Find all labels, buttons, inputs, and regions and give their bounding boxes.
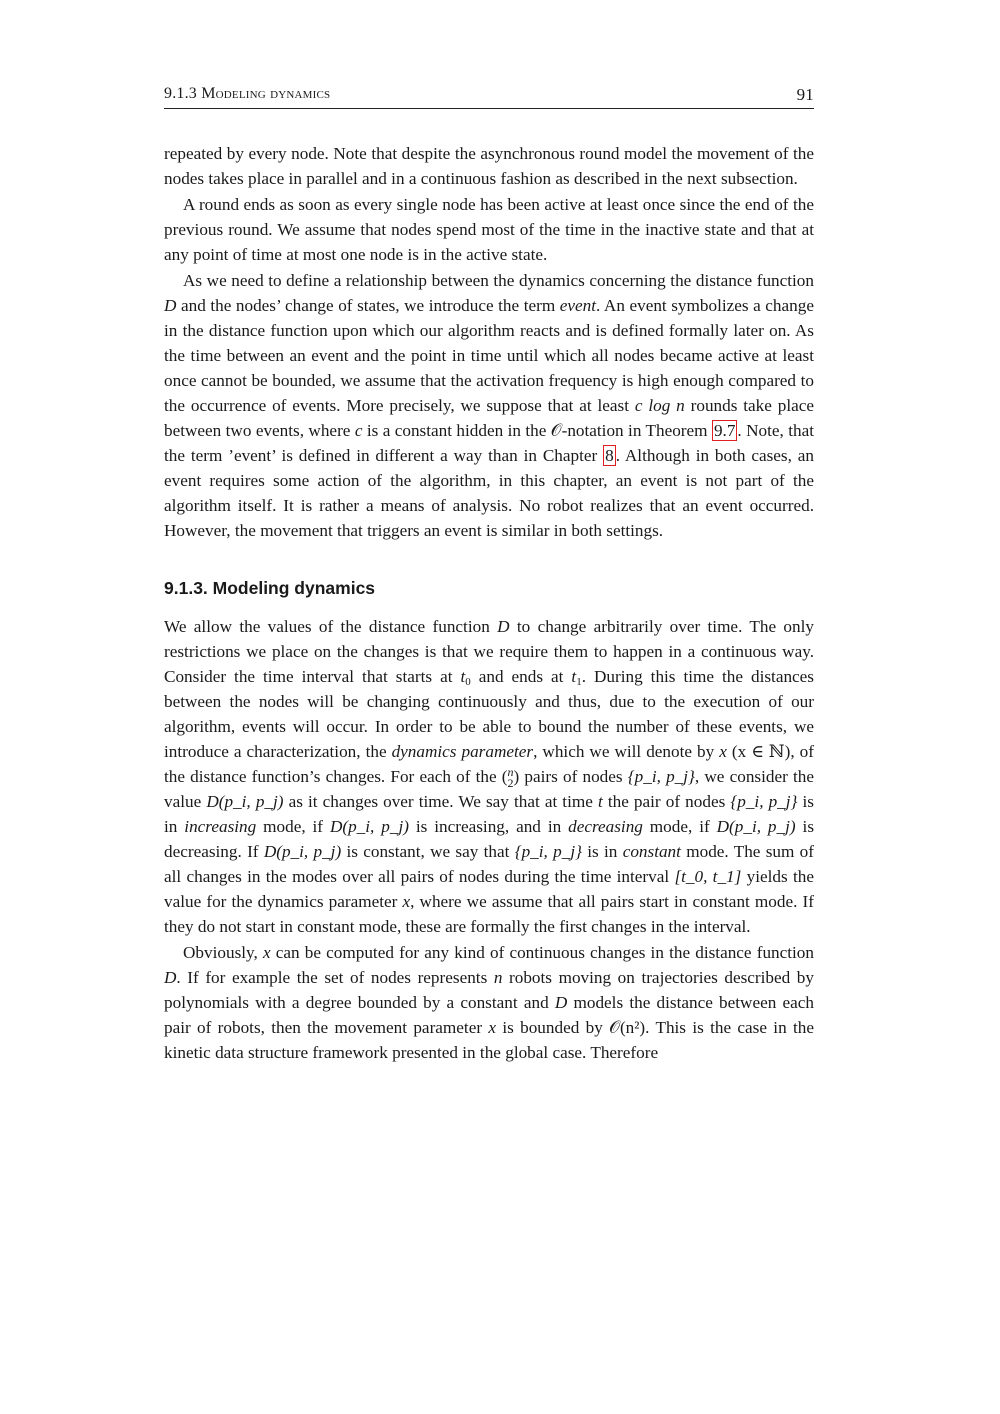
page-number: 91 <box>796 85 814 104</box>
chapter-link[interactable]: 8 <box>605 446 614 465</box>
math-big-o-n2: 𝒪(n²) <box>609 1018 646 1038</box>
math-big-o: 𝒪 <box>550 421 562 440</box>
paragraph-5: Obviously, x can be computed for any kind of continuous changes in the distance function D. If for example the set of nodes represents n robots moving on trajectories described by polynomials with a degree bounded by a constant and D models the distance between each pair of robots, then the movement parameter x is bounded by 𝒪(n²). This is the case in the kinetic data structure framework presented in the global case. Therefore <box>164 943 814 1063</box>
math-binomial: (n 2) <box>501 765 520 791</box>
math-x-set: (x ∈ ℕ) <box>731 742 791 761</box>
term-dynamics-parameter: dynamics parameter <box>391 742 534 761</box>
running-head-title: 9.1.3 Modeling dynamics <box>164 85 331 102</box>
math-D: D <box>164 296 177 315</box>
body-text <box>164 141 814 1065</box>
theorem-link[interactable]: 9.7 <box>713 421 736 440</box>
paragraph-2: A round ends as soon as every single node has been active at least once since the end of the previous round. We assume that nodes spend most of the time in the inactive state and that at any point of time at most one node is in the active state. <box>164 195 814 264</box>
paragraph-3: As we need to define a relationship between the dynamics concerning the distance function D and the nodes’ change of states, we introduce the term event. An event symbolizes a change in the distance function upon which our algorithm reacts and is defined formally later on. As the time between an event and the point in time until which all nodes became active at least once cannot be bounded, we assume that the activation frequency is high enough compared to the occurrence of events. More precisely, we suppose that at least c log n rounds take place between two events, where c is a constant hidden in the 𝒪-notation in Theorem 9.7 . Note, that the term ’event’ is defined in different a way than in Chapter 8 . Although in both cases, an event requires some action of the algorithm, in this chapter, an event is not part of the algorithm itself. It is rather a means of analysis. No robot realizes that an event occurred. However, the movement that triggers an event is similar in both settings. <box>164 271 815 540</box>
running-head <box>164 84 814 109</box>
math-clogn: c log n <box>634 396 685 415</box>
paragraph-4: We allow the values of the distance function D to change arbitrarily over time. The only restrictions we place on the changes is that we require them to happen in a continuous way. Consider the time interval that starts at $t_0$ and ends at $t_1$. During this time the distances between the nodes will be changing continuously and thus, due to the execution of our algorithm, events will occur. In order to be able to bound the number of these events, we introduce a characterization, the dynamics parameter, which we will denote by x (x ∈ ℕ), of the distance function’s changes. For each of the (n 2) pairs of nodes {p_i, p_j}, we consider the value D(p_i, p_j) as it changes over time. We say that at time t the pair of nodes {p_i, p_j} is in increasing mode, if D(p_i, p_j) is increasing, and in decreasing mode, if D(p_i, p_j) is decreasing. If D(p_i, p_j) is constant, we say that {p_i, p_j} is in constant mode. The sum of all changes in the modes over all pairs of nodes during the time interval [t_0, t_1] yields the value for the dynamics parameter x, where we assume that all pairs start in constant mode. If they do not start in constant mode, these are formally the first changes in the interval. <box>164 617 815 937</box>
section-heading: 9.1.3. Modeling dynamics <box>164 578 376 598</box>
term-event: event <box>559 296 597 315</box>
paragraph-1: repeated by every node. Note that despite the asynchronous round model the movement of the nodes takes place in parallel and in a continuous fashion as described in the next subsection. <box>164 144 814 188</box>
math-c: c <box>354 421 363 440</box>
